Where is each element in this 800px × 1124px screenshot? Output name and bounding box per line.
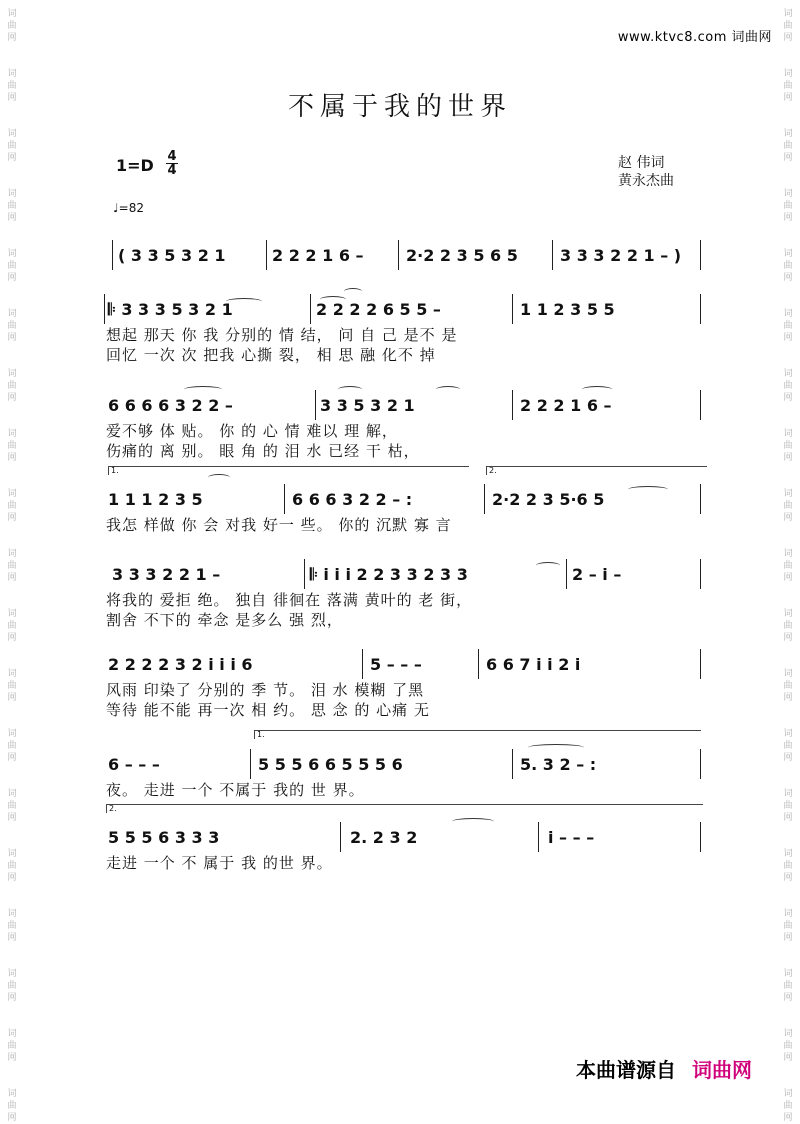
watermark-text: 词 曲 网 (783, 549, 793, 583)
watermark-text: 词 曲 网 (783, 789, 793, 823)
slur-mark (320, 296, 346, 303)
watermark-text: 词 曲 网 (7, 249, 17, 283)
bar-line (538, 822, 539, 852)
slur-mark (344, 288, 362, 295)
slur-mark (338, 386, 362, 393)
measure-notes: 3 3 3 2 2 1 – ) (560, 246, 682, 265)
measure-notes: ( 3 3 5 3 2 1 (118, 246, 226, 265)
watermark-text: 词 曲 网 (7, 189, 17, 223)
lyric-line (0, 609, 800, 629)
measure-notes: 2·2 2 3 5 6 5 (406, 246, 518, 265)
lyric-text: 爱不够 体 贴。 你 的 心 情 难以 理 解， (106, 422, 398, 440)
tempo-marking: ♩=82 (113, 201, 144, 215)
bar-line (552, 240, 553, 270)
bar-line (512, 749, 513, 779)
lyric-line (0, 440, 800, 460)
lyric-text: 想起 那天 你 我 分别的 情 结， 问 自 己 是不 是 (106, 326, 458, 344)
watermark-text: 词 曲 网 (783, 849, 793, 883)
slur-mark (208, 474, 230, 481)
watermark-text: 词 曲 网 (783, 249, 793, 283)
slur-mark (436, 386, 460, 393)
measure-notes: 6 6 7 i i 2 i (486, 655, 581, 674)
left-watermark-strip (4, 0, 20, 1123)
volta-bracket: 1. (108, 466, 469, 475)
watermark-text: 词 曲 网 (7, 369, 17, 403)
measure-notes: 5 – – – (370, 655, 422, 674)
bar-line (566, 559, 567, 589)
measure-notes: 1 1 1 2 3 5 (108, 490, 203, 509)
measure-notes: 2 2 2 1 6 – (272, 246, 364, 265)
footer-prefix: 本曲谱源自 (576, 1058, 676, 1082)
watermark-text: 词 曲 网 (783, 1089, 793, 1123)
bar-line (484, 484, 485, 514)
watermark-text: 词 曲 网 (783, 309, 793, 343)
watermark-text: 词 曲 网 (783, 189, 793, 223)
measure-notes: 𝄆 3 3 3 5 3 2 1 (108, 300, 233, 319)
song-title: 不属于我的世界 (287, 92, 512, 122)
lyric-text: 我怎 样做 你 会 对我 好一 些。 你的 沉默 寡 言 (106, 516, 452, 534)
slur-mark (184, 386, 222, 393)
watermark-text: 词 曲 网 (7, 669, 17, 703)
watermark-text: 词 曲 网 (7, 69, 17, 103)
watermark-text: 词 曲 网 (7, 9, 17, 43)
lyric-line (0, 679, 800, 699)
lyric-line (0, 514, 800, 534)
measure-notes: 5. 3 2 – : (520, 755, 597, 774)
measure-notes: 2 2 2 2 6 5 5 – (316, 300, 441, 319)
bar-line (512, 390, 513, 420)
lyric-text: 走进 一个 不 属于 我 的世 界。 (106, 854, 333, 872)
measure-notes: 3 3 3 2 2 1 – (112, 565, 221, 584)
bar-line (266, 240, 267, 270)
slur-mark (628, 486, 668, 493)
measure-notes: 2 2 2 1 6 – (520, 396, 612, 415)
footer-source[interactable] (576, 1054, 752, 1083)
measure-notes: 5 5 5 6 3 3 3 (108, 828, 220, 847)
watermark-text: 词 曲 网 (783, 129, 793, 163)
watermark-text: 词 曲 网 (783, 429, 793, 463)
lyric-line (0, 699, 800, 719)
lyric-text: 回忆 一次 次 把我 心撕 裂， 相 思 融 化不 掉 (106, 346, 436, 364)
lyric-line (0, 324, 800, 344)
time-signature (166, 150, 178, 177)
volta-bracket: 2. (486, 466, 707, 475)
bar-line (284, 484, 285, 514)
slur-mark (582, 386, 612, 393)
bar-line (478, 649, 479, 679)
watermark-text: 词 曲 网 (7, 849, 17, 883)
watermark-text: 词 曲 网 (7, 429, 17, 463)
bar-line (340, 822, 341, 852)
lyric-text: 伤痛的 离 别。 眼 角 的 泪 水 已经 干 枯， (106, 442, 420, 460)
watermark-text: 词 曲 网 (7, 969, 17, 1003)
watermark-text: 词 曲 网 (7, 129, 17, 163)
measure-notes: 3 3 5 3 2 1 (320, 396, 415, 415)
measure-notes: 2 – i – (572, 565, 622, 584)
slur-mark (226, 298, 262, 305)
bar-line (310, 294, 311, 324)
composer: 黄永杰曲 (618, 173, 674, 189)
measure-notes: 2 2 2 2 3 2 i i i 6 (108, 655, 253, 674)
measure-notes: 𝄆 i i i 2 2 3 3 2 3 3 (310, 565, 468, 584)
site-header[interactable]: www.ktvc8.com 词曲网 (617, 30, 772, 45)
bar-line (398, 240, 399, 270)
measure-notes: 6 6 6 6 3 2 2 – (108, 396, 233, 415)
watermark-text: 词 曲 网 (7, 489, 17, 523)
watermark-text: 词 曲 网 (7, 909, 17, 943)
watermark-text: 词 曲 网 (783, 69, 793, 103)
measure-notes: 6 6 6 3 2 2 – : (292, 490, 413, 509)
watermark-text: 词 曲 网 (7, 309, 17, 343)
bar-line (700, 484, 701, 514)
bar-line (362, 649, 363, 679)
bar-line (700, 559, 701, 589)
measure-notes: 2·2 2 3 5·6 5 (492, 490, 605, 509)
watermark-text: 词 曲 网 (7, 1029, 17, 1063)
right-watermark-strip (780, 0, 796, 1123)
lyric-line (0, 420, 800, 440)
watermark-text: 词 曲 网 (783, 909, 793, 943)
key-signature: 1=D (116, 156, 154, 175)
bar-line (700, 294, 701, 324)
bar-line (700, 749, 701, 779)
measure-notes: 6 – – – (108, 755, 160, 774)
bar-line (104, 294, 105, 324)
measure-notes: 2. 2 3 2 (350, 828, 418, 847)
bar-line (315, 390, 316, 420)
bar-line (700, 649, 701, 679)
measure-notes: 1 1 2 3 5 5 (520, 300, 615, 319)
bar-line (250, 749, 251, 779)
lyricist: 赵 伟词 (618, 155, 665, 171)
watermark-text: 词 曲 网 (783, 369, 793, 403)
measure-notes: i – – – (548, 828, 595, 847)
watermark-text: 词 曲 网 (783, 669, 793, 703)
watermark-text: 词 曲 网 (783, 609, 793, 643)
bar-line (700, 240, 701, 270)
bar-line (304, 559, 305, 589)
watermark-text: 词 曲 网 (783, 1029, 793, 1063)
watermark-text: 词 曲 网 (7, 549, 17, 583)
bar-line (512, 294, 513, 324)
watermark-text: 词 曲 网 (783, 969, 793, 1003)
watermark-text: 词 曲 网 (7, 729, 17, 763)
volta-bracket: 1. (254, 730, 701, 739)
volta-bracket: 2. (106, 804, 703, 813)
bar-line (112, 240, 113, 270)
watermark-text: 词 曲 网 (7, 789, 17, 823)
slur-mark (452, 818, 494, 825)
lyric-text: 风雨 印染了 分别的 季 节。 泪 水 模糊 了黑 (106, 681, 425, 699)
measure-notes: 5 5 5 6 6 5 5 5 6 (258, 755, 403, 774)
lyric-text: 将我的 爱拒 绝。 独自 徘徊在 落满 黄叶的 老 街， (106, 591, 473, 609)
watermark-text: 词 曲 网 (7, 1089, 17, 1123)
watermark-text: 词 曲 网 (783, 729, 793, 763)
watermark-text: 词 曲 网 (7, 609, 17, 643)
lyric-line (0, 852, 800, 872)
credits (618, 154, 674, 190)
lyric-text: 割舍 不下的 牵念 是多么 强 烈， (106, 611, 343, 629)
time-signature-top: 4 (167, 149, 177, 164)
time-signature-bottom: 4 (167, 163, 177, 178)
footer-site[interactable]: 词曲网 (692, 1058, 752, 1082)
lyric-line (0, 344, 800, 364)
lyric-line (0, 589, 800, 609)
lyric-line (0, 779, 800, 799)
slur-mark (536, 562, 560, 569)
lyric-text: 等待 能不能 再一次 相 约。 思 念 的 心痛 无 (106, 701, 430, 719)
notation-row (0, 246, 800, 280)
bar-line (700, 822, 701, 852)
bar-line (700, 390, 701, 420)
watermark-text: 词 曲 网 (783, 489, 793, 523)
slur-mark (528, 744, 584, 751)
watermark-text: 词 曲 网 (783, 9, 793, 43)
lyric-text: 夜。 走进 一个 不属于 我的 世 界。 (106, 781, 365, 799)
